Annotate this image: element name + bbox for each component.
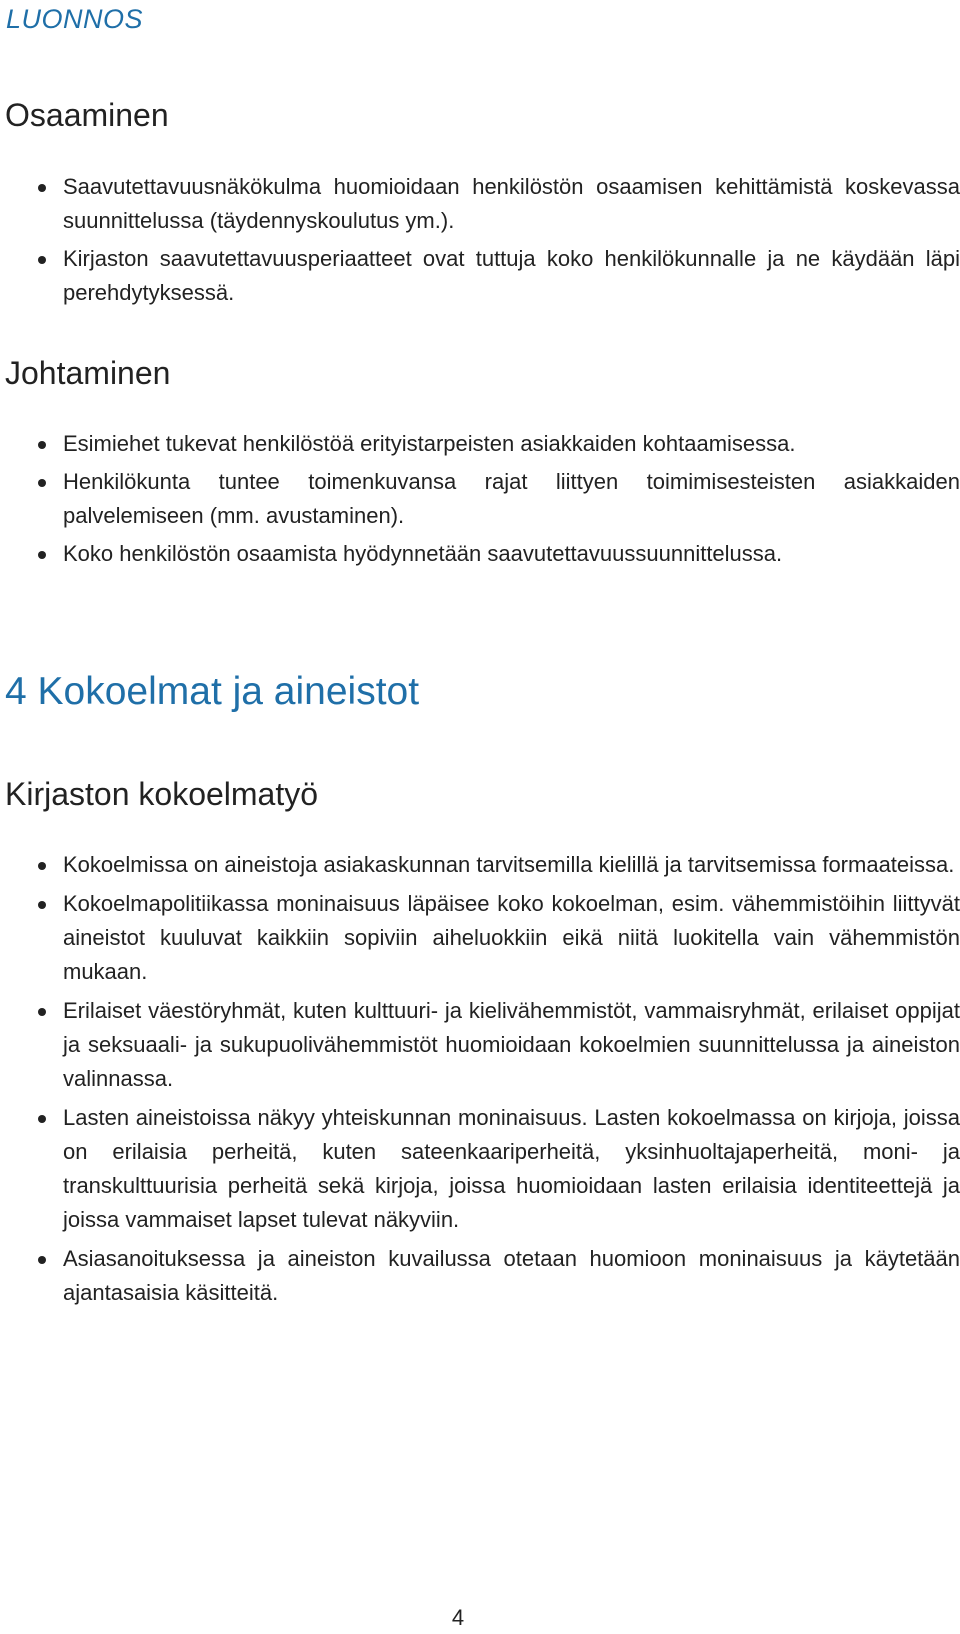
draft-label: LUONNOS bbox=[6, 4, 144, 34]
list-item: Kirjaston saavutettavuusperiaatteet ovat tuttuja koko henkilökunnalle ja ne käydään läpi perehdytyksessä. bbox=[0, 242, 960, 310]
bullet-icon bbox=[38, 441, 46, 449]
list-item: Kokoelmissa on aineistoja asiakaskunnan tarvitsemilla kielillä ja tarvitsemissa formaateissa. bbox=[0, 848, 960, 882]
bullet-icon bbox=[38, 1115, 46, 1123]
section-heading-johtaminen: Johtaminen bbox=[5, 355, 171, 391]
bullet-icon bbox=[38, 1008, 46, 1016]
chapter-heading: 4 Kokoelmat ja aineistot bbox=[5, 670, 420, 713]
list-item: Kokoelmapolitiikassa moninaisuus läpäisee koko kokoelman, esim. vähemmistöihin liittyvät aineistot kuuluvat kaikkiin sopiviin aiheluokkiin eikä niitä luokitella vain vähemmistön mukaan. bbox=[0, 887, 960, 989]
list-item: Lasten aineistoissa näkyy yhteiskunnan moninaisuus. Lasten kokoelmassa on kirjoja, joissa on erilaisia perheitä, kuten sateenkaariperheitä, yksinhuoltajaperheitä, moni- ja transkulttuurisia perheitä sekä kirjoja, joissa huomioidaan lasten erilaisia identiteettejä ja joissa vammaiset lapset tulevat näkyviin. bbox=[0, 1101, 960, 1237]
list-osaaminen bbox=[0, 170, 960, 310]
bullet-icon bbox=[38, 862, 46, 870]
page-number: 4 bbox=[451, 1605, 465, 1630]
bullet-icon bbox=[38, 479, 46, 487]
list-item: Esimiehet tukevat henkilöstöä erityistarpeisten asiakkaiden kohtaamisessa. bbox=[0, 427, 960, 461]
list-item: Erilaiset väestöryhmät, kuten kulttuuri- ja kielivähemmistöt, vammaisryhmät, erilaiset oppijat ja seksuaali- ja sukupuolivähemmistöt huomioidaan kokoelmien suunnittelussa ja aineiston valinnassa. bbox=[0, 994, 960, 1096]
list-item: Koko henkilöstön osaamista hyödynnetään saavutettavuussuunnittelussa. bbox=[0, 537, 960, 571]
list-item: Saavutettavuusnäkökulma huomioidaan henkilöstön osaamisen kehittämistä koskevassa suunnittelussa (täydennyskoulutus ym.). bbox=[0, 170, 960, 238]
list-kokoelmatyo bbox=[0, 848, 960, 1310]
bullet-icon bbox=[38, 1256, 46, 1264]
bullet-icon bbox=[38, 901, 46, 909]
bullet-icon bbox=[38, 256, 46, 264]
bullet-icon bbox=[38, 551, 46, 559]
list-item: Asiasanoituksessa ja aineiston kuvailussa otetaan huomioon moninaisuus ja käytetään ajantasaisia käsitteitä. bbox=[0, 1242, 960, 1310]
section-heading-osaaminen: Osaaminen bbox=[5, 97, 169, 133]
bullet-icon bbox=[38, 184, 46, 192]
list-johtaminen bbox=[0, 427, 960, 571]
section-heading-kokoelmatyo: Kirjaston kokoelmatyö bbox=[5, 776, 319, 812]
list-item: Henkilökunta tuntee toimenkuvansa rajat liittyen toimimisesteisten asiakkaiden palvelemiseen (mm. avustaminen). bbox=[0, 465, 960, 533]
